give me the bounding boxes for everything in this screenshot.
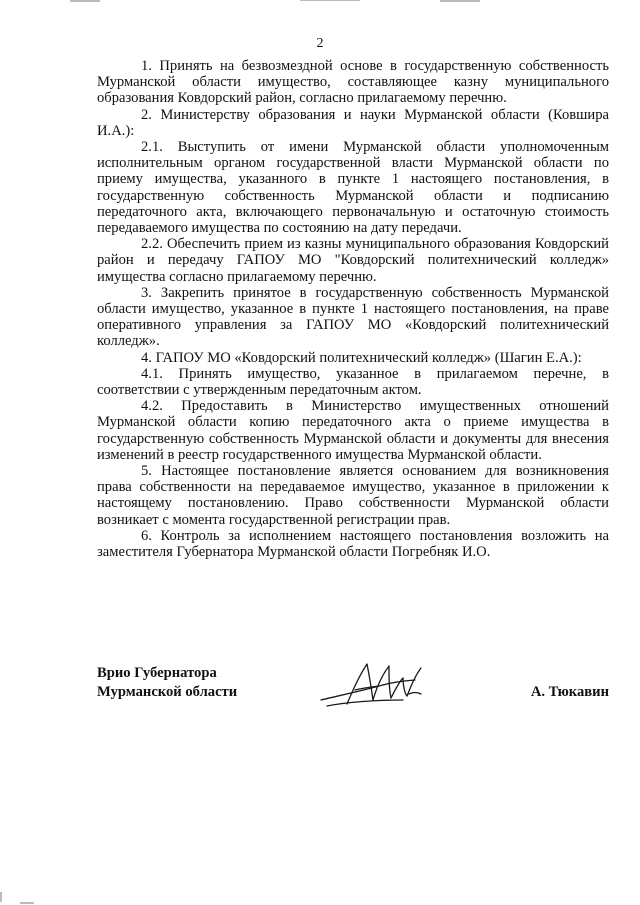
scan-artifact (70, 0, 100, 2)
paragraph-4-2: 4.2. Предоставить в Министерство имущественных отношений Мурманской области копию передаточного акта о приеме имущества в государственную собственность Мурманской области и документы для внесения изменений в реестр государственного имущества Мурманской области. (97, 398, 609, 463)
paragraph-1: 1. Принять на безвозмездной основе в государственную собственность Мурманской области имущество, составляющее казну муниципального образования Ковдорский район, согласно прилагаемому перечню. (97, 58, 609, 107)
signatory-title-line1: Врио Губернатора (97, 665, 217, 681)
paragraph-2: 2. Министерству образования и науки Мурманской области (Ковшира И.А.): (97, 106, 609, 139)
scan-artifact (300, 0, 360, 1)
paragraph-2-2: 2.2. Обеспечить прием из казны муниципального образования Ковдорский район и передачу ГАПОУ МО "Ковдорский политехнический колледж» имущества согласно прилагаемому перечню. (97, 236, 609, 285)
scan-artifact (440, 0, 480, 2)
handwritten-signature-icon (317, 656, 437, 716)
signatory-title-line2: Мурманской области (97, 684, 238, 700)
paragraph-4: 4. ГАПОУ МО «Ковдорский политехнический колледж» (Шагин Е.А.): (141, 349, 582, 366)
paragraph-5: 5. Настоящее постановление является основанием для возникновения права собственности на передаваемое имущество, указанное в приложении к настоящему постановлению. Право собственности Мурманской области возникает с момента государственной регистрации прав. (97, 463, 609, 528)
paragraph-6: 6. Контроль за исполнением настоящего постановления возложить на заместителя Губернатора Мурманской области Погребняк И.О. (97, 527, 609, 561)
scan-artifact (0, 892, 2, 902)
page-number: 2 (316, 36, 324, 51)
signatory-name: А. Тюкавин (530, 684, 609, 700)
signatory-title (97, 664, 237, 702)
paragraph-3: 3. Закрепить принятое в государственную собственность Мурманской области имущество, указанное в пункте 1 настоящего постановления, на праве оперативного управления за ГАПОУ МО «Ковдорский политехнический колледж». (97, 284, 609, 350)
paragraph-2-1: 2.1. Выступить от имени Мурманской области уполномоченным исполнительным органом государственной власти Мурманской области по приему имущества, указанного в пункте 1 настоящего постановления, в государственную собственность Мурманской области и подписанию передаточного акта, включающего первоначальную и остаточную стоимость передаваемого имущества по состоянию на дату передачи. (97, 139, 609, 237)
document-body (97, 58, 609, 560)
paragraph-4-1: 4.1. Принять имущество, указанное в прилагаемом перечне, в соответствии с утвержденным передаточным актом. (97, 365, 609, 399)
scan-artifact (20, 902, 34, 904)
signature-block (97, 664, 609, 724)
